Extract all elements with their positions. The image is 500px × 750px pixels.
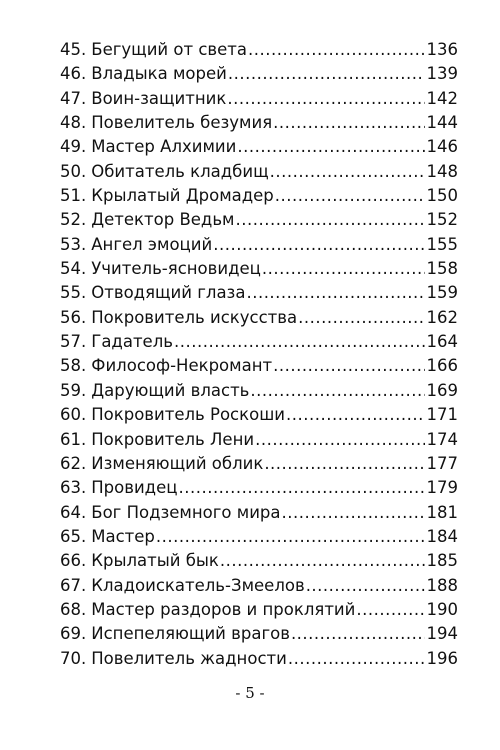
entry-number: 70. — [60, 648, 87, 668]
toc-entry — [60, 111, 458, 135]
toc-entry — [60, 233, 458, 257]
entry-number: 51. — [60, 186, 87, 206]
dot-leader — [270, 160, 425, 184]
entry-page: 155 — [426, 234, 458, 254]
entry-page: 171 — [426, 405, 458, 425]
entry-page: 162 — [426, 307, 458, 327]
dot-leader — [246, 281, 424, 305]
entry-title: Кладоискатель-Змеелов — [91, 575, 305, 595]
entry-number: 46. — [60, 64, 87, 84]
toc-entry — [60, 525, 458, 549]
entry-page: 179 — [426, 478, 458, 498]
entry-number: 68. — [60, 599, 87, 619]
dot-leader — [291, 622, 425, 646]
entry-title: Провидец — [91, 478, 178, 498]
page-number: - 5 - — [235, 684, 265, 702]
entry-page: 152 — [426, 210, 458, 230]
dot-leader — [220, 549, 425, 573]
entry-title: Крылатый бык — [91, 551, 219, 571]
dot-leader — [298, 306, 424, 330]
entry-page: 164 — [426, 332, 458, 352]
toc-entry — [60, 452, 458, 476]
entry-title: Испепеляющий врагов — [91, 624, 290, 644]
entry-title: Изменяющий облик — [91, 453, 264, 473]
entry-number: 48. — [60, 113, 87, 133]
dot-leader — [288, 647, 425, 671]
entry-page: 169 — [426, 380, 458, 400]
dot-leader — [286, 403, 424, 427]
toc-entry — [60, 598, 458, 622]
dot-leader — [227, 87, 424, 111]
toc-entry — [60, 160, 458, 184]
entry-number: 65. — [60, 526, 87, 546]
entry-title: Отводящий глаза — [91, 283, 246, 303]
dot-leader — [273, 354, 424, 378]
dot-leader — [273, 111, 424, 135]
entry-title: Дарующий власть — [91, 380, 250, 400]
entry-title: Мастер — [91, 526, 155, 546]
dot-leader — [174, 330, 425, 354]
toc-entry — [60, 62, 458, 86]
entry-page: 174 — [426, 429, 458, 449]
entry-page: 144 — [426, 113, 458, 133]
entry-title: Ангел эмоций — [91, 234, 213, 254]
entry-number: 67. — [60, 575, 87, 595]
entry-title: Обитатель кладбищ — [91, 161, 269, 181]
entry-page: 150 — [426, 186, 458, 206]
dot-leader — [356, 598, 424, 622]
entry-page: 146 — [426, 137, 458, 157]
dot-leader — [213, 233, 424, 257]
entry-number: 58. — [60, 356, 87, 376]
entry-page: 185 — [426, 551, 458, 571]
toc-entry — [60, 135, 458, 159]
entry-title: Учитель-ясновидец — [91, 259, 261, 279]
dot-leader — [264, 452, 424, 476]
dot-leader — [236, 208, 425, 232]
toc-entry — [60, 647, 458, 671]
entry-title: Бегущий от света — [91, 40, 248, 59]
dot-leader — [178, 476, 424, 500]
entry-number: 69. — [60, 624, 87, 644]
entry-title: Детектор Ведьм — [91, 210, 235, 230]
entry-number: 64. — [60, 502, 87, 522]
dot-leader — [255, 428, 424, 452]
entry-number: 52. — [60, 210, 87, 230]
toc-entry — [60, 87, 458, 111]
entry-page: 158 — [426, 259, 458, 279]
entry-title: Бог Подземного мира — [91, 502, 281, 522]
entry-title: Повелитель жадности — [91, 648, 287, 668]
entry-number: 45. — [60, 40, 87, 59]
entry-page: 139 — [426, 64, 458, 84]
toc-entry — [60, 379, 458, 403]
entry-number: 62. — [60, 453, 87, 473]
dot-leader — [248, 38, 424, 62]
entry-page: 194 — [426, 624, 458, 644]
entry-number: 55. — [60, 283, 87, 303]
toc-entry — [60, 257, 458, 281]
dot-leader — [282, 501, 425, 525]
toc-entry — [60, 574, 458, 598]
entry-number: 59. — [60, 380, 87, 400]
entry-page: 177 — [426, 453, 458, 473]
entry-number: 61. — [60, 429, 87, 449]
entry-title: Гадатель — [91, 332, 173, 352]
entry-title: Покровитель искусства — [91, 307, 298, 327]
entry-title: Покровитель Лени — [91, 429, 255, 449]
entry-page: 159 — [426, 283, 458, 303]
entry-page: 181 — [426, 502, 458, 522]
dot-leader — [228, 62, 425, 86]
entry-page: 196 — [426, 648, 458, 668]
entry-title: Мастер раздоров и проклятий — [91, 599, 356, 619]
entry-number: 49. — [60, 137, 87, 157]
entry-title: Философ-Некромант — [91, 356, 273, 376]
entry-title: Повелитель безумия — [91, 113, 273, 133]
toc-entry — [60, 549, 458, 573]
entry-number: 66. — [60, 551, 87, 571]
table-of-contents — [60, 38, 458, 671]
toc-entry — [60, 403, 458, 427]
toc-entry — [60, 501, 458, 525]
entry-number: 56. — [60, 307, 87, 327]
entry-page: 184 — [426, 526, 458, 546]
entry-title: Крылатый Дромадер — [91, 186, 274, 206]
entry-number: 63. — [60, 478, 87, 498]
entry-number: 60. — [60, 405, 87, 425]
entry-title: Мастер Алхимии — [91, 137, 237, 157]
toc-entry — [60, 428, 458, 452]
entry-number: 50. — [60, 161, 87, 181]
entry-number: 53. — [60, 234, 87, 254]
toc-entry — [60, 330, 458, 354]
toc-entry — [60, 354, 458, 378]
dot-leader — [306, 574, 425, 598]
dot-leader — [250, 379, 424, 403]
entry-title: Покровитель Роскоши — [91, 405, 286, 425]
entry-page: 188 — [426, 575, 458, 595]
dot-leader — [237, 135, 424, 159]
entry-number: 57. — [60, 332, 87, 352]
toc-entry — [60, 476, 458, 500]
entry-number: 47. — [60, 88, 87, 108]
dot-leader — [275, 184, 425, 208]
toc-entry — [60, 208, 458, 232]
entry-title: Владыка морей — [91, 64, 227, 84]
entry-title: Воин-защитник — [91, 88, 227, 108]
entry-page: 166 — [426, 356, 458, 376]
toc-entry — [60, 622, 458, 646]
entry-page: 148 — [426, 161, 458, 181]
entry-page: 136 — [426, 40, 458, 59]
dot-leader — [156, 525, 425, 549]
dot-leader — [262, 257, 425, 281]
entry-page: 142 — [426, 88, 458, 108]
entry-number: 54. — [60, 259, 87, 279]
toc-entry — [60, 184, 458, 208]
toc-entry — [60, 306, 458, 330]
toc-entry — [60, 38, 458, 62]
toc-entry — [60, 281, 458, 305]
entry-page: 190 — [426, 599, 458, 619]
